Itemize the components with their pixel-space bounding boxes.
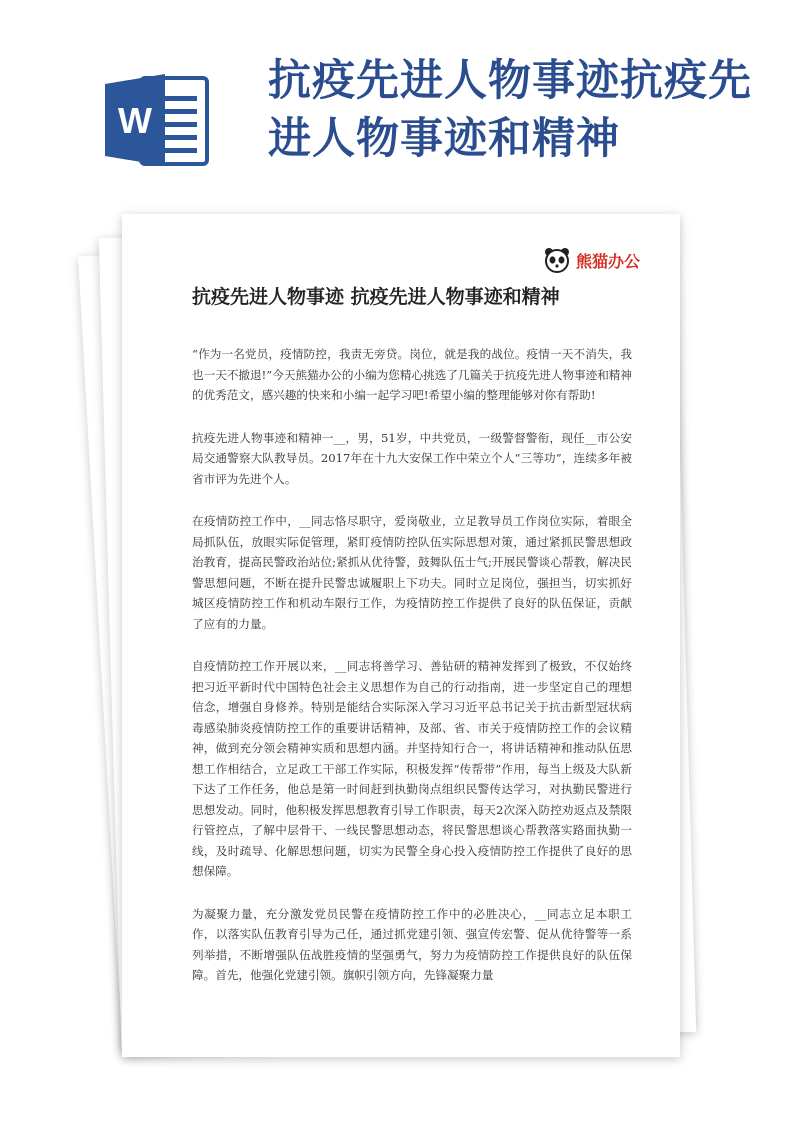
- document-body: [192, 344, 632, 1008]
- page-header: [0, 0, 800, 200]
- panda-icon: [543, 246, 571, 274]
- paragraph-5: 为凝聚力量，充分激发党员民警在疫情防控工作中的必胜决心，__同志立足本职工作，以落实队伍教育引导为己任，通过抓党建引领、强宣传宏警、促从优待警等一系列举措，不断增强队伍战胜疫情的坚强勇气，努力为疫情防控工作提供良好的队伍保障。首先，他强化党建引领。旗帜引领方向，先锋凝聚力量: [192, 906, 632, 982]
- document-title: 抗疫先进人物事迹 抗疫先进人物事迹和精神: [192, 286, 560, 308]
- document-page: [122, 214, 680, 1057]
- svg-text:W: W: [118, 100, 152, 141]
- paragraph-1: “作为一名党员，疫情防控，我责无旁贷。岗位，就是我的战位。疫情一天不消失，我也一天不撤退!”今天熊猫办公的小编为您精心挑选了几篇关于抗疫先进人物事迹和精神的优秀范文，感兴趣的快来和小编一起学习吧!希望小编的整理能够对你有帮助!: [192, 347, 632, 402]
- paragraph-2: 抗疫先进人物事迹和精神一__，男，51岁，中共党员，一级警督警衔，现任__市公安局交通警察大队教导员。2017年在十九大安保工作中荣立个人“三等功”，连续多年被省市评为先进个人。: [192, 430, 632, 486]
- header-title: 抗疫先进人物事迹抗疫先进人物事迹和精神: [268, 56, 752, 164]
- paragraph-4: 自疫情防控工作开展以来，__同志将善学习、善钻研的精神发挥到了极致，不仅始终把习近平新时代中国特色社会主义思想作为自己的行动指南，进一步坚定自己的理想信念，增强自身修养。特别是能结合实际深入学习习近平总书记关于抗击新型冠状病毒感染肺炎疫情防控工作的重要讲话精神，及部、省、市关于疫情防控工作的会议精神，做到充分领会精神实质和思想内涵。并坚持知行合一，将讲话精神和推动队伍思想工作相结合，立足政工干部工作实际，积极发挥“传帮带”作用，每当上级及大队新下达了工作任务，他总是第一时间赶到执勤岗点组织民警传达学习，对执勤民警进行思想发动。同时，他积极发挥思想教育引导工作职责，每天2次深入防控劝返点及禁限行管控点，了解中层骨干、一线民警思想动态，将民警思想谈心帮教落实路面执勤一线，及时疏导、化解思想问题，切实为民警全身心投入疫情防控工作提供了良好的思想保障。: [192, 659, 632, 878]
- word-document-icon: [103, 70, 213, 170]
- brand-name: 熊猫办公: [575, 251, 640, 271]
- brand-logo: [543, 246, 640, 274]
- paragraph-3: 在疫情防控工作中，__同志恪尽职守，爱岗敬业，立足教导员工作岗位实际，着眼全局抓队伍，放眼实际促管理，紧盯疫情防控队伍实际思想对策，通过紧抓民警思想政治教育，提高民警政治站位;紧抓从优待警，鼓舞队伍士气;开展民警谈心帮教，解决民警思想问题，不断在提升民警忠诚履职上下功夫。同时立足岗位，强担当，切实抓好城区疫情防控工作和机动车限行工作，为疫情防控工作提供了良好的队伍保证，贡献了应有的力量。: [192, 514, 632, 631]
